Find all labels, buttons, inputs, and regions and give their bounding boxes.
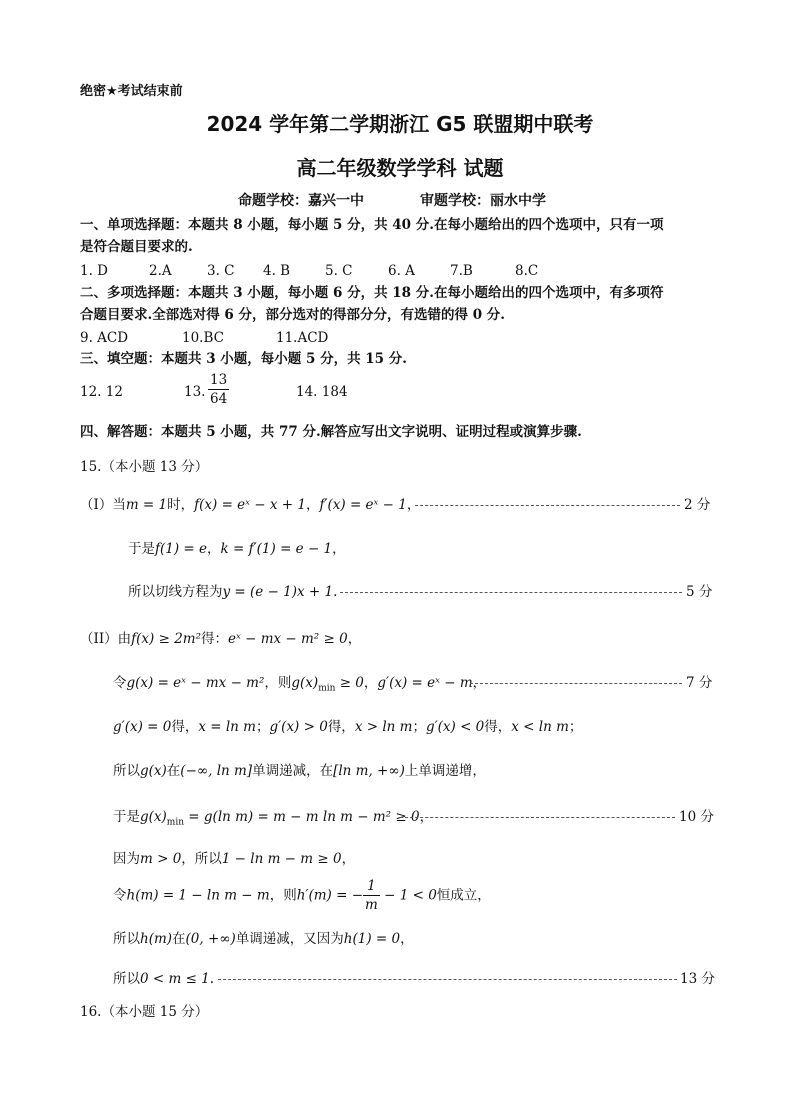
reviewer-school: 审题学校：丽水中学 [420,193,546,209]
text: 恒成立， [436,887,491,904]
text: ，则 [269,887,297,904]
answer-4: 4. B [263,263,291,279]
section1-heading-line1: 一、单项选择题：本题共 8 小题，每小题 5 分，共 40 分.在每小题给出的四个选项中，只有一项 [80,217,664,233]
answer-14: 14. 184 [296,384,348,400]
math: 0 < m ≤ 1 [140,971,210,987]
text: 在 [166,763,181,779]
text: ， [472,675,487,691]
q15-part2-line6 [113,850,355,868]
text: 所以 [113,931,140,947]
answer-12: 12. 12 [80,384,123,400]
answer-6: 6. A [388,263,415,279]
fraction [363,877,380,914]
q15-part2-line4 [113,762,486,780]
text: ， [332,541,346,557]
text: ， [363,675,378,691]
section1-heading-line2: 是符合题目要求的. [80,239,193,255]
text: 令 [113,887,127,904]
q15-part1-line3 [128,583,337,601]
answer-2: 2.A [149,263,172,279]
text: （II）由 [80,631,132,647]
section3-heading: 三、填空题：本题共 3 小题，每小题 5 分，共 15 分. [80,351,407,367]
math: g(x) [140,809,167,825]
text: ； [255,719,270,735]
text: ， [419,809,434,825]
answer-11: 11.ACD [276,330,329,346]
text: . [333,584,338,600]
text: ，所以 [181,851,222,867]
math: x = ln m [198,719,256,735]
text: 于是 [113,809,140,825]
text: . [209,971,215,987]
text: ，则 [264,675,292,691]
text: ， [207,541,221,557]
fraction-denominator: 64 [210,391,228,407]
math: g′(x) < 0 [425,719,485,735]
math: y = (e − 1)x + 1 [222,584,334,600]
section2-heading-line2: 合题目要求.全部选对得 6 分，部分选对的得部分分，有选错的得 0 分. [80,307,505,323]
math: x > ln m [354,719,413,735]
math: f(1) = e [155,541,208,557]
points-2: 2 分 [684,497,711,513]
answer-5: 5. C [325,263,353,279]
q15-part2-line7 [113,877,491,914]
math: h(m) = 1 − ln m − m [126,887,270,904]
q15-part2-line1 [80,630,361,648]
section2-heading-line1: 二、多项选择题：本题共 3 小题，每小题 6 分，共 18 分.在每小题给出的四个选项中，有多项符 [80,285,664,301]
text: ， [400,931,414,947]
score-leader [218,979,677,980]
exam-subtitle: 高二年级数学学科 试题 [296,156,504,180]
math: 1 − ln m − m ≥ 0 [221,851,342,867]
q15-part1-line2 [128,540,346,558]
math: g′(x) = eˣ − m [377,675,473,691]
math: eˣ − mx − m² ≥ 0 [228,631,348,647]
math: f′(x) = eˣ − 1 [319,497,407,513]
math: = g(ln m) = m − m ln m − m² ≥ 0 [184,809,420,825]
text: （I）当 [80,497,126,513]
answer-13-label: 13. [184,384,206,400]
answer-9: 9. ACD [80,330,129,346]
fraction-denominator: m [365,897,378,913]
math: x < ln m [511,719,569,735]
text: 得， [327,719,355,735]
math: h(1) = 0 [343,931,401,947]
subscript: min [166,817,185,828]
q15-part2-line5 [113,808,433,832]
text: ， [347,631,362,647]
answer-7: 7.B [450,263,473,279]
math: g(x) = eˣ − mx − m² [126,675,265,691]
text: 得， [171,719,199,735]
math: k = f′(1) = e − 1 [220,541,333,557]
q15-part1-line1 [80,496,420,514]
text: 时， [167,497,195,513]
math: g(x) [291,675,319,691]
text: 所以切线方程为 [128,584,223,600]
math: g′(x) > 0 [269,719,328,735]
answer-10: 10.BC [182,330,224,346]
text: 令 [113,675,127,691]
text: ， [341,851,356,867]
points-7: 7 分 [686,675,713,691]
math: g′(x) = 0 [113,719,172,735]
math: h′(m) = − [296,887,364,904]
math: m > 0 [140,851,182,867]
setter-school: 命题学校：嘉兴一中 [238,193,364,209]
q15-part2-line2 [113,674,486,698]
math: − 1 < 0 [379,887,437,904]
points-10: 10 分 [679,809,714,825]
fraction-numerator: 1 [363,877,380,896]
math: (−∞, ln m] [180,763,253,779]
answer-3: 3. C [207,263,235,279]
score-leader [470,683,682,684]
text: ； [568,719,583,735]
score-leader [415,505,680,506]
math: m = 1 [125,497,168,513]
math: f(x) = eˣ − x + 1 [194,497,306,513]
q15-part2-line9 [113,970,214,988]
q15-part2-line3 [113,718,582,736]
math: ≥ 0 [335,675,364,691]
text: 在 [172,931,186,947]
score-leader [400,817,675,818]
answer-8: 8.C [515,263,539,279]
text: 因为 [113,851,140,867]
points-5: 5 分 [686,584,713,600]
text: ； [412,719,426,735]
math: (0, +∞) [185,931,236,947]
text: ， [406,497,421,513]
math: f(x) ≥ 2m² [131,631,202,647]
text: 所以 [113,763,140,779]
exam-title: 2024 学年第二学期浙江 G5 联盟期中联考 [206,112,594,136]
section4-heading: 四、解答题：本题共 5 小题，共 77 分.解答应写出文字说明、证明过程或演算步骤. [80,424,582,440]
text: 单调递减，在 [252,763,334,779]
math: h(m) [140,931,173,947]
text: 单调递减，又因为 [235,931,344,947]
text: 得， [484,719,512,735]
math: [ln m, +∞) [333,763,405,779]
q16-header: 16.（本小题 15 分） [80,1004,209,1020]
math: g(x) [140,763,167,779]
text: 得： [201,631,229,647]
q15-part2-line8 [113,930,414,948]
text: 上单调递增， [404,763,486,779]
answer-1: 1. D [80,263,108,279]
confidential-mark: 绝密★考试结束前 [80,84,183,99]
fraction-numerator: 13 [210,372,228,388]
subscript: min [318,683,336,694]
answer-13-fraction [208,371,229,408]
text: 于是 [128,541,155,557]
text: ， [305,497,320,513]
score-leader [340,592,682,593]
q15-header: 15.（本小题 13 分） [80,459,209,475]
text: 所以 [113,971,140,987]
points-13: 13 分 [680,971,715,987]
